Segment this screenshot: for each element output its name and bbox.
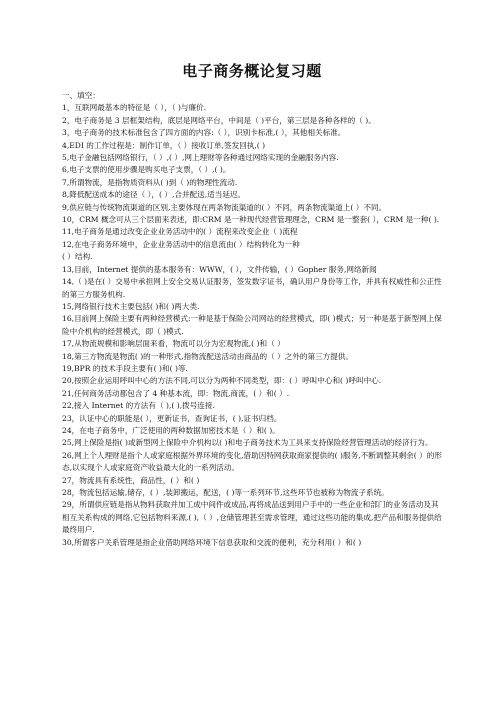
question-line: 20,按照企业运用呼叫中心的方法不同,可以分为两种不同类型，即：( ）呼叫中心和( )呼叫中心.: [62, 376, 382, 386]
question-line: 27，物流具有系统性，商品性，( ）和( ): [62, 475, 200, 485]
question-line: 14,（ )是在( ）交易中承担网上安全交易认证服务，签发数字证书，确认用户身份等工作，并具有权威性和公正性的第三方服务机构.: [62, 277, 442, 299]
question-line: 26,网上个人理财是指个人或家庭根据外界环境的变化,借助因特网获取商家提供的( )服务,不断调整其剩余( ）的形态,以实现个人或家庭资产收益最大化的一系列活动。: [62, 450, 442, 473]
question-line: 8,降低配送成本的途径（ ），( ）,合并配送,适当延迟。: [62, 190, 246, 200]
question-line: 18,第三方物流是物流( )的一种形式,指物流配送活动由商品的（ ）之外的第三方提供。: [62, 351, 354, 361]
question-line: 16,目前网上保险主要有两种经营模式:一种是基于保险公司网站的经营模式，即( )模式；另一种是基于新型网上保险中介机构的经营模式，即（ )模式.: [62, 314, 442, 336]
question-line: 21,任何商务活动都包含了 4 种基本流，即：物流,商流，( ）和( ）.: [62, 388, 290, 398]
question-line: 23，认证中心的职能是( ），更新证书，查询证书，( ),证书归档。: [62, 413, 282, 423]
question-line: ( ）结构.: [62, 252, 93, 262]
question-line: 19,BPR 的技术手段主要有( )和( )等.: [62, 363, 188, 373]
question-line: 30,所谓客户关系管理是指企业借助网络环境下信息获取和交流的便利，充分利用( ）和( ): [62, 537, 362, 547]
question-line: 5,电子金融包括网络银行，（ ）,( ）,网上理财等各种通过网络实现的金融服务内容.: [62, 153, 339, 163]
question-line: 4,EDI 的工作过程是：制作订单，（ ）接收订单,签发回执,( ): [62, 140, 266, 150]
document-body: [62, 90, 442, 549]
question-line: 1，互联网最基本的特征是（ ），（ )与廉价.: [62, 103, 207, 113]
document-title: 电子商务概论复习题: [182, 62, 322, 80]
question-line: 7,所谓物流，是指物质资料从( )到（ )的物理性流动.: [62, 177, 238, 187]
question-line: 22,接入 Internet 的方法有（ ),( ),拨号连接.: [62, 401, 215, 411]
section-heading: 一、填空：: [62, 91, 100, 100]
question-line: 3，电子商务的技术标准包含了四方面的内容:（ ），识别卡标准,( ），其他相关标准。: [62, 128, 346, 138]
question-line: 13,目前，Internet 提供的基本服务有：WWW，( ），文件传输，( ）Gopher 服务,网络新闻: [62, 264, 377, 274]
question-line: 10，CRM 概念可从三个层面来表述，即:CRM 是一种现代经营管理理念，CRM 是一整套( ），CRM 是一种( ).: [62, 215, 440, 225]
question-line: 25,网上保险是指( )或新型网上保险中介机构以( )和电子商务技术为工具来支持保险经营管理活动的经济行为。: [62, 438, 433, 448]
question-line: 2，电子商务是 3 层框架结构，底层是网络平台，中间是（ )平台，第三层是各种各样的（ )。: [62, 115, 376, 125]
question-line: 9,供应链与传统物流渠道的区别,主要体现在两条物流渠道的( ）不同，两条物流渠道上( ）不同。: [62, 202, 387, 212]
question-line: 12,在电子商务环境中，企业业务活动中的信息流由( ）结构转化为一种: [62, 239, 300, 249]
question-line: 24，在电子商务中，广泛使用的两种数据加密技术是（ ）和( )。: [62, 425, 280, 435]
question-line: 17,从物流规模和影响层面来看，物流可以分为宏观物流,( )和（ ）: [62, 339, 285, 349]
question-line: 15,网络银行技术主要包括( )和( )两大类.: [62, 301, 200, 311]
question-line: 28，物流包括运输,储存，( ）,装卸搬运，配送，( )等一系列环节,这些环节也被称为物流子系统。: [62, 488, 389, 497]
question-line: 11,电子商务是通过改变企业业务活动中的( ）流程来改变企业（ )流程: [62, 227, 298, 237]
question-line: 6,电子支票的使用步骤是购买电子支票，（ ）,( )。: [62, 165, 231, 175]
question-line: 29，所谓供应链是指从物料获取并加工成中间件或成品,再将成品送到用户手中的一些企业和部门的业务活动及其相互关系构成的网络,它包括物料来源,( ),（ ）,仓储管理甚至需求管理，通过这些功能的集成,把产品和服务提供给最终用户.: [62, 500, 442, 535]
